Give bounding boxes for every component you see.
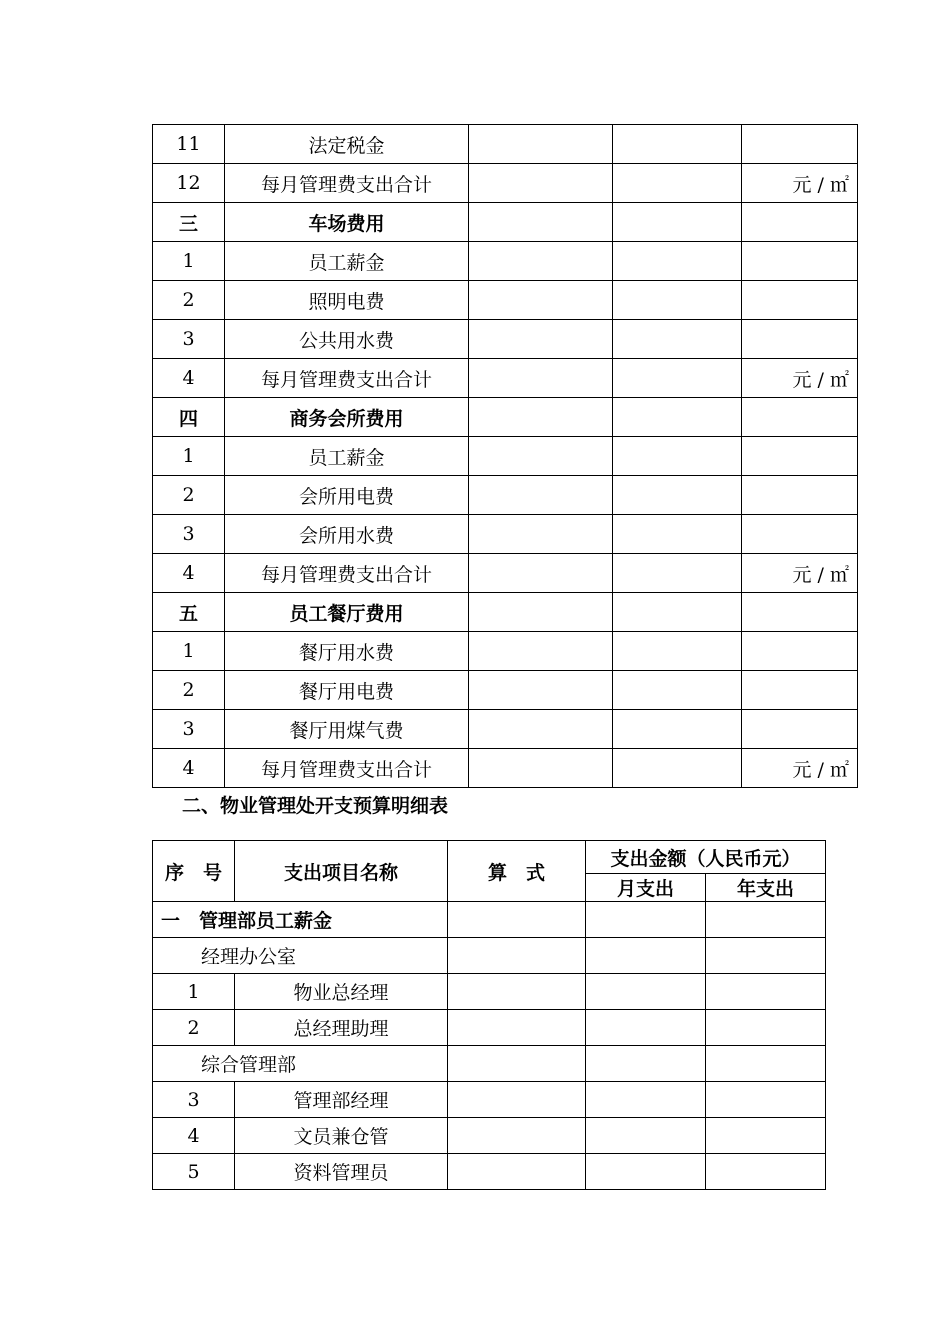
row-number: 5 (153, 1154, 235, 1190)
cell-formula (469, 749, 613, 788)
row-number: 1 (153, 437, 225, 476)
cell-formula (469, 554, 613, 593)
row-number: 3 (153, 515, 225, 554)
cell-unit (742, 281, 858, 320)
cell-formula (469, 671, 613, 710)
row-number: 3 (153, 710, 225, 749)
row-number: 3 (153, 1082, 235, 1118)
row-item-name: 员工薪金 (225, 242, 469, 281)
table-row (153, 398, 858, 437)
row-number: 4 (153, 749, 225, 788)
table-row (153, 242, 858, 281)
row-item-name: 每月管理费支出合计 (225, 749, 469, 788)
row-number: 11 (153, 125, 225, 164)
row-number: 4 (153, 1118, 235, 1154)
cell-unit (742, 125, 858, 164)
cell-formula (448, 902, 586, 938)
table-row (153, 974, 826, 1010)
cell-formula (469, 359, 613, 398)
row-item-name: 每月管理费支出合计 (225, 359, 469, 398)
cell-amount (613, 125, 742, 164)
row-number: 五 (153, 593, 225, 632)
header-formula: 算 式 (448, 841, 586, 902)
cell-formula (469, 398, 613, 437)
cell-unit (742, 710, 858, 749)
cell-monthly (586, 974, 706, 1010)
row-item-name: 物业总经理 (235, 974, 448, 1010)
table-row (153, 938, 826, 974)
table-row (153, 515, 858, 554)
section-label: 一 管理部员工薪金 (153, 902, 448, 938)
row-item-name: 餐厅用电费 (225, 671, 469, 710)
cell-yearly (706, 1010, 826, 1046)
table-row (153, 437, 858, 476)
row-item-name: 法定税金 (225, 125, 469, 164)
table-row (153, 281, 858, 320)
cell-amount (613, 515, 742, 554)
table-row (153, 1010, 826, 1046)
row-item-name: 资料管理员 (235, 1154, 448, 1190)
row-number: 3 (153, 320, 225, 359)
row-item-name: 会所用水费 (225, 515, 469, 554)
table-row (153, 125, 858, 164)
cell-yearly (706, 1154, 826, 1190)
cell-formula (448, 974, 586, 1010)
row-item-name: 餐厅用煤气费 (225, 710, 469, 749)
header-row (153, 841, 826, 874)
row-number: 2 (153, 1010, 235, 1046)
cell-monthly (586, 902, 706, 938)
cell-formula (469, 320, 613, 359)
cell-formula (469, 281, 613, 320)
row-item-name: 餐厅用水费 (225, 632, 469, 671)
cell-amount (613, 203, 742, 242)
cell-unit: 元 / ㎡ (742, 164, 858, 203)
cell-unit (742, 476, 858, 515)
cell-formula (448, 1046, 586, 1082)
cell-unit (742, 671, 858, 710)
cell-formula (469, 593, 613, 632)
row-number: 4 (153, 554, 225, 593)
table-row (153, 749, 858, 788)
row-number: 4 (153, 359, 225, 398)
row-number: 2 (153, 671, 225, 710)
cell-unit: 元 / ㎡ (742, 749, 858, 788)
row-item-name: 每月管理费支出合计 (225, 554, 469, 593)
cell-monthly (586, 938, 706, 974)
cell-yearly (706, 1118, 826, 1154)
cell-amount (613, 164, 742, 203)
row-number: 1 (153, 632, 225, 671)
table-row (153, 320, 858, 359)
cell-formula (448, 1010, 586, 1046)
row-number: 四 (153, 398, 225, 437)
cell-amount (613, 593, 742, 632)
row-number: 2 (153, 476, 225, 515)
cell-formula (469, 476, 613, 515)
cell-amount (613, 398, 742, 437)
table-row (153, 710, 858, 749)
table-row (153, 593, 858, 632)
cell-formula (469, 203, 613, 242)
row-number: 2 (153, 281, 225, 320)
group-label: 综合管理部 (153, 1046, 448, 1082)
row-item-name: 公共用水费 (225, 320, 469, 359)
cell-monthly (586, 1118, 706, 1154)
cell-yearly (706, 1082, 826, 1118)
cell-formula (469, 164, 613, 203)
table-row (153, 164, 858, 203)
cell-formula (448, 1082, 586, 1118)
expense-table-continued (152, 124, 858, 788)
table-row (153, 1046, 826, 1082)
table-row (153, 554, 858, 593)
cell-unit (742, 437, 858, 476)
cell-amount (613, 554, 742, 593)
cell-unit (742, 593, 858, 632)
cell-unit (742, 242, 858, 281)
cell-formula (448, 938, 586, 974)
cell-amount (613, 437, 742, 476)
cell-monthly (586, 1010, 706, 1046)
cell-amount (613, 476, 742, 515)
cell-formula (469, 242, 613, 281)
cell-amount (613, 320, 742, 359)
row-item-name: 管理部经理 (235, 1082, 448, 1118)
cell-amount (613, 359, 742, 398)
cell-amount (613, 281, 742, 320)
row-number: 12 (153, 164, 225, 203)
cell-unit (742, 203, 858, 242)
table-row (153, 671, 858, 710)
cell-formula (448, 1154, 586, 1190)
cell-yearly (706, 1046, 826, 1082)
budget-detail-table (152, 840, 826, 1190)
table-row (153, 1082, 826, 1118)
cell-unit (742, 398, 858, 437)
row-item-name: 商务会所费用 (225, 398, 469, 437)
row-number: 三 (153, 203, 225, 242)
table-row (153, 359, 858, 398)
header-no: 序 号 (153, 841, 235, 902)
table-row (153, 476, 858, 515)
cell-unit (742, 632, 858, 671)
cell-amount (613, 749, 742, 788)
cell-amount (613, 710, 742, 749)
header-monthly: 月支出 (586, 874, 706, 902)
cell-monthly (586, 1082, 706, 1118)
row-number: 1 (153, 974, 235, 1010)
table-row (153, 1154, 826, 1190)
cell-monthly (586, 1046, 706, 1082)
cell-unit (742, 515, 858, 554)
cell-unit: 元 / ㎡ (742, 554, 858, 593)
cell-formula (469, 437, 613, 476)
table-row (153, 203, 858, 242)
cell-yearly (706, 902, 826, 938)
table-row (153, 1118, 826, 1154)
table-row (153, 902, 826, 938)
header-amount: 支出金额（人民币元） (586, 841, 826, 874)
header-name: 支出项目名称 (235, 841, 448, 902)
cell-amount (613, 671, 742, 710)
row-item-name: 照明电费 (225, 281, 469, 320)
group-label: 经理办公室 (153, 938, 448, 974)
cell-unit: 元 / ㎡ (742, 359, 858, 398)
row-item-name: 员工餐厅费用 (225, 593, 469, 632)
row-item-name: 员工薪金 (225, 437, 469, 476)
row-item-name: 会所用电费 (225, 476, 469, 515)
cell-amount (613, 632, 742, 671)
cell-unit (742, 320, 858, 359)
section-title: 二、物业管理处开支预算明细表 (182, 795, 449, 817)
cell-formula (469, 515, 613, 554)
cell-yearly (706, 938, 826, 974)
cell-formula (448, 1118, 586, 1154)
row-item-name: 每月管理费支出合计 (225, 164, 469, 203)
row-item-name: 车场费用 (225, 203, 469, 242)
cell-formula (469, 125, 613, 164)
table-row (153, 632, 858, 671)
row-item-name: 总经理助理 (235, 1010, 448, 1046)
cell-amount (613, 242, 742, 281)
cell-formula (469, 710, 613, 749)
header-yearly: 年支出 (706, 874, 826, 902)
cell-monthly (586, 1154, 706, 1190)
row-number: 1 (153, 242, 225, 281)
cell-yearly (706, 974, 826, 1010)
row-item-name: 文员兼仓管 (235, 1118, 448, 1154)
cell-formula (469, 632, 613, 671)
